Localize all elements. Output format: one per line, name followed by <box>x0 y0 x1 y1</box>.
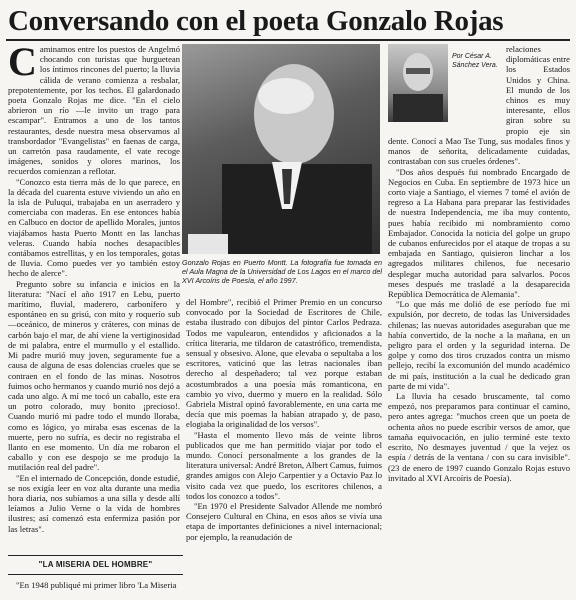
main-photo-caption: Gonzalo Rojas en Puerto Montt. La fotografía fue tomada en el Aula Magna de la Universidad de Los Lagos en el marco del XVI Arcoíris de Poesía, el año 1997. <box>182 258 382 286</box>
subhead-rule-top <box>8 555 183 556</box>
paragraph-2: "Conozco esta tierra más de lo que parece, en la década del cuarenta estuve viviendo un año en la isla de Puluqui, trabajaba en un aserradero y comerciaba con maderas. En ese entonces había en Calbuco en doctor de apellido Morales, juntos viajábamos hasta Puerto Montt en las lanchas veleras. Cuando había noches desapacibles contábamos estrellitas, y en los temporales, gotas de lluvia. Como puedes ver yo también estoy hecho de alerce". <box>8 176 180 279</box>
col3-paragraph-5: La lluvia ha cesado bruscamente, tal como empezó, nos preparamos para continuar el camino, pero antes agrega: "muchos creen que un poeta de ochenta años no puede escribir versos de amor, que tamaña equivocación, en julio terminé este texto escrito, No desmayes juventud / que la vejez os espía / detrás de la ventana / con su cara invisible". (23 de enero de 1997 cuando Gonzalo Rojas estuvo invitado al XVI Arcoíris de Poesía). <box>388 391 570 483</box>
col2-paragraph-2: "Hasta el momento llevo más de veinte libros publicados que me han permitido viajar por todo el mundo. Conocí personalmente a los grandes de la literatura universal: André Breton, Albert Camus, fuimos grandes amigos con Alejo Carpentier y a Octavio Paz lo visito cada vez que puedo, los escritores chilenos, a todos los conozco a todos". <box>186 429 382 501</box>
col3-paragraph-4: "Lo que más me dolió de ese período fue mi expulsión, por decreto, de todas las Universidades chilenas; las nuevas autoridades aseguraban que me había convertido, de la noche a la mañana, en un peligro para el orden y la seguridad interna. De golpe y como dos tiros cruzados contra un mismo pellejo, recibí la excomunión del mundo académico de mi país, institución a la cual he dedicado gran parte de mi vida". <box>388 299 570 391</box>
article-title: Conversando con el poeta Gonzalo Rojas <box>8 5 504 37</box>
poet-portrait-illustration <box>182 44 380 254</box>
col2-paragraph-1: del Hombre", recibió el Primer Premio en un concurso convocado por la Sociedad de Escritores de Chile, estaba ilustrado con dibujos del pintor Carlos Pedraza. Todos me vapulearon, entendidos y aficionados a la crítica literaria, me tildaron de catastrófico, tremendista, sensual y obsesivo. Alone, que elevaba o sepultaba a los escritores, vaticinó que las letras nacionales iban derecho al despeñadero; tal vez porque estaban acostumbrados a una poesía más romanticona, en cambio yo vivo, duermo y muero en la realidad. Sólo Gabriela Mistral opinó favorablemente, en una carta me decía que mis poemas la habían atrapado y, de paso, elogiaba la originalidad de los versos". <box>186 297 382 430</box>
paragraph-1-text: aminamos entre los puestos de Angelmó chocando con turistas que hurguetean los íntimos rincones del puerto; la lluvia cálida de verano comienza a resbalar, prepotentemente, por los techos. El galardonado poeta Gonzalo Rojas me dice. "En el cielo abrieron un río —le invito un trago para escampar". Entramos a uno de los tantos restaurantes, desde nuestra mesa observamos al transbordador "Evangelistas" en faenas de carga, un carretón pasa raudamente, el vate recoge imágenes, sonidos y olores marinos, los recuerdos comienzan a reflotar. <box>8 44 180 177</box>
subhead-rule-bottom <box>8 574 183 575</box>
paragraph-1 <box>8 44 180 177</box>
column-1-tail <box>8 580 183 594</box>
paragraph-5: "En 1948 publiqué mi primer libro 'La Miseria <box>16 580 177 590</box>
col3-paragraph-3: "Dos años después fui nombrado Encargado de Negocios en Cuba. En septiembre de 1973 hice un corto viaje a Santiago, el viernes 7 tomé el avión de regreso a La Habana para preparar las festividades de nuestra Independencia, me iba muy contento, pues había recibido mi nombramiento como Embajador. Conocida la noticia del golpe un grupo de cubanos enfurecidos por el ataque de tropas a su embajada en Santiago, quisieron linchar a los agregados militares chilenos, fue necesario desplegar mucha autoridad para salvarlos. Pocos meses después me trasladé a la desaparecida República Democrática de Alemania". <box>388 166 570 300</box>
author-portrait-illustration <box>388 44 448 122</box>
paragraph-4: "En el internado de Concepción, donde estudié, se nos exigía leer en voz alta durante una media hora diaria, nos subíamos a una silla y desde allí leíamos a Julio Verne o la vida de hombres ilustres; así comenzó esta enfermiza pasión por las letras". <box>8 472 180 534</box>
column-1 <box>8 44 180 550</box>
main-photo <box>182 44 380 254</box>
column-2 <box>186 297 382 595</box>
column-3-top <box>506 44 570 136</box>
author-photo <box>388 44 448 122</box>
col3-paragraph-1: relaciones diplomáticas entre los Estados Unidos y China. El mundo de los chinos es muy interesante, ellos giran sobre su propio eje sin <box>506 44 570 136</box>
subhead: "LA MISERIA DEL HOMBRE" <box>38 560 153 569</box>
author-byline: Por César A. Sánchez Vera. <box>452 53 498 69</box>
paragraph-3: Pregunto sobre su infancia e inicios en la literatura: "Nací el año 1917 en Lebu, puerto marítimo, fluvial, maderero, carbonífero y espontáneo en su grisú, con mito y roquerío sub—oceánico, de mineros y cráteres, con minas de carbón bajo el mar, de ahí viene la vertiginosidad de mi palabra, entre el murmullo y el estallido. Mi padre murió muy joven, seguramente fue a causa de alguna de esas dolencias crueles que se contraen en el fondo de las minas. Nosotros fuimos ocho hermanos y cuando murió nos dejó a cada uno algo. A mí me tocó un caballo, este era un potro colorado, muy bonito ¡precioso!. Cuando murió mi padre todo el mundo lloraba, como es lógico, yo miraba esas escenas de la muerte, pero no sufría, es decir no registraba el llanto en ese momento. Un día me robaron el caballo y con ese despojo se me produjo la mutilación real del padre". <box>8 278 180 473</box>
column-3 <box>388 136 570 596</box>
title-rule <box>6 39 570 41</box>
drop-cap: C <box>8 44 37 84</box>
col2-paragraph-3: "En 1970 el Presidente Salvador Allende me nombró Consejero Cultural en China, en esos años se vivía una etapa de importantes definiciones a nivel internacional; por ejemplo, la reanudación de <box>186 501 382 542</box>
col3-paragraph-2: dente. Conocí a Mao Tse Tung, sus modales finos y manos de señorita, delicadamente cuidadas, contrastaban con sus crueles órdenes". <box>388 136 570 167</box>
